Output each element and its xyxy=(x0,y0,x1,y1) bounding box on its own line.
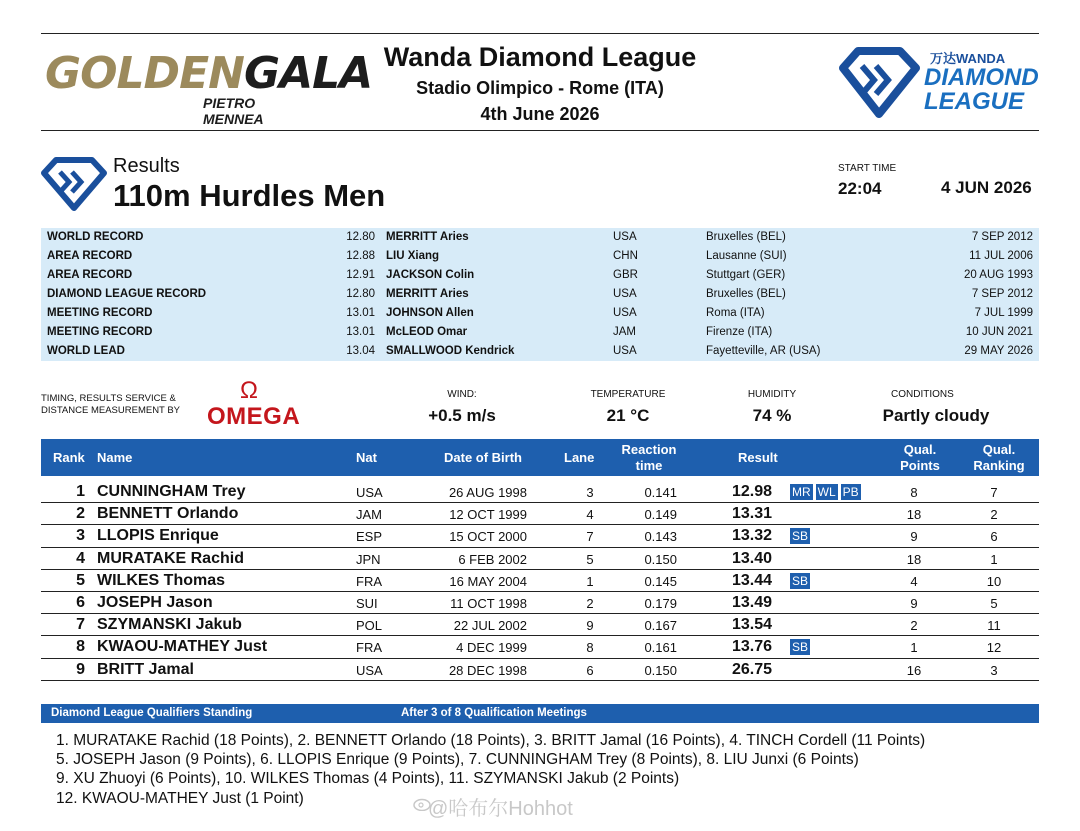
record-venue: Fayetteville, AR (USA) xyxy=(706,345,821,357)
wind-block xyxy=(420,389,504,426)
record-type: MEETING RECORD xyxy=(47,307,153,319)
humidity-block xyxy=(730,389,814,426)
nat-cell: USA xyxy=(356,662,383,678)
header-reaction xyxy=(609,442,689,474)
start-date: 4 JUN 2026 xyxy=(941,178,1032,197)
lane-cell: 6 xyxy=(586,662,594,678)
lane-cell: 9 xyxy=(586,618,594,634)
lane-cell: 7 xyxy=(586,529,594,545)
record-mark: 12.80 xyxy=(346,288,375,300)
athlete-name: BRITT Jamal xyxy=(97,660,194,678)
meeting-title: Wanda Diamond League xyxy=(383,42,697,72)
record-badge: SB xyxy=(792,640,809,655)
standings-line: 9. XU Zhuoyi (6 Points), 10. WILKES Thomas (4 Points), 11. SZYMANSKI Jakub (2 Points) xyxy=(56,770,680,788)
record-badge: WL xyxy=(817,485,836,499)
nat-cell: FRA xyxy=(356,640,382,656)
dob-cell: 16 MAY 2004 xyxy=(449,573,527,589)
standings-title: Diamond League Qualifiers Standing xyxy=(51,707,253,719)
athlete-name: BENNETT Orlando xyxy=(97,505,239,523)
result-cell: 12.98 xyxy=(732,483,773,500)
athlete-name: CUNNINGHAM Trey xyxy=(97,483,246,500)
header-nat: Nat xyxy=(356,450,377,465)
record-venue: Bruxelles (BEL) xyxy=(706,288,786,300)
lane-cell: 8 xyxy=(586,640,594,656)
record-nat: USA xyxy=(613,231,637,243)
qual-ranking-cell: 10 xyxy=(986,573,1002,589)
rank-cell: 7 xyxy=(76,616,85,634)
nat-cell: JPN xyxy=(356,551,381,567)
results-table-body xyxy=(41,481,1039,681)
meeting-venue: Stadio Olimpico - Rome (ITA) xyxy=(416,78,664,98)
record-type: MEETING RECORD xyxy=(47,326,153,338)
wind-value: +0.5 m/s xyxy=(428,406,496,425)
results-label: Results xyxy=(113,155,180,177)
record-venue: Bruxelles (BEL) xyxy=(706,231,786,243)
record-nat: USA xyxy=(613,307,637,319)
record-holder: SMALLWOOD Kendrick xyxy=(386,345,515,357)
qual-points-cell: 8 xyxy=(910,485,918,500)
rank-cell: 4 xyxy=(76,549,85,567)
record-holder: LIU Xiang xyxy=(386,250,440,262)
record-holder: McLEOD Omar xyxy=(386,326,468,338)
record-venue: Lausanne (SUI) xyxy=(706,250,787,262)
records-table xyxy=(41,228,1039,361)
reaction-cell: 0.143 xyxy=(644,529,677,545)
header-reaction-line2: time xyxy=(635,458,663,473)
record-nat: USA xyxy=(613,288,637,300)
rank-cell: 8 xyxy=(76,638,85,656)
rank-cell: 3 xyxy=(76,527,85,545)
watermark: @哈布尔Hohhot xyxy=(428,798,573,820)
result-cell: 26.75 xyxy=(732,660,773,678)
rank-cell: 5 xyxy=(76,571,85,589)
temperature-value: 21 °C xyxy=(606,406,650,425)
header-qual-ranking xyxy=(963,442,1035,474)
qual-points-cell: 2 xyxy=(910,618,918,634)
record-nat: CHN xyxy=(613,250,638,262)
standings-line: 1. MURATAKE Rachid (18 Points), 2. BENNETT Orlando (18 Points), 3. BRITT Jamal (16 Points), 4. TINCH Cordell (11 Points) xyxy=(56,732,926,749)
record-date: 20 AUG 1993 xyxy=(963,269,1033,281)
reaction-cell: 0.150 xyxy=(644,662,677,678)
meeting-date: 4th June 2026 xyxy=(480,104,600,124)
reaction-cell: 0.150 xyxy=(644,551,677,567)
result-cell: 13.54 xyxy=(732,616,773,634)
qual-ranking-cell: 12 xyxy=(986,640,1002,656)
event-header xyxy=(340,40,740,127)
record-badge: MR xyxy=(792,485,811,499)
qual-points-cell: 9 xyxy=(910,595,918,611)
omega-icon: Ω xyxy=(240,377,258,404)
nat-cell: JAM xyxy=(356,507,382,523)
logo-diamond: DIAMOND xyxy=(924,64,1039,91)
wind-label: WIND: xyxy=(447,389,477,400)
record-row xyxy=(41,304,1039,323)
header-result: Result xyxy=(738,450,778,465)
dob-cell: 15 OCT 2000 xyxy=(449,529,527,545)
result-tags xyxy=(790,527,813,545)
result-row xyxy=(41,636,1039,658)
dob-cell: 6 FEB 2002 xyxy=(458,551,527,567)
dob-cell: 26 AUG 1998 xyxy=(448,485,527,500)
result-cell: 13.44 xyxy=(732,571,773,589)
result-row xyxy=(41,659,1039,681)
result-row xyxy=(41,570,1039,592)
golden-gala-logo xyxy=(45,48,373,127)
qual-points-cell: 18 xyxy=(906,507,922,523)
record-date: 10 JUN 2021 xyxy=(965,326,1033,338)
result-row xyxy=(41,481,1039,503)
reaction-cell: 0.141 xyxy=(644,485,677,500)
qual-ranking-cell: 2 xyxy=(990,507,998,523)
omega-logo-text: OMEGA xyxy=(207,403,301,430)
result-row xyxy=(41,614,1039,636)
record-nat: USA xyxy=(613,345,637,357)
athlete-name: KWAOU-MATHEY Just xyxy=(97,638,268,656)
record-date: 7 SEP 2012 xyxy=(971,231,1033,243)
record-badge: SB xyxy=(792,573,809,588)
header-rule xyxy=(41,130,1039,131)
result-tags xyxy=(790,483,864,501)
athlete-name: WILKES Thomas xyxy=(97,571,226,589)
reaction-cell: 0.179 xyxy=(644,595,677,611)
record-nat: GBR xyxy=(613,269,638,281)
temperature-block xyxy=(578,389,678,426)
record-holder: JACKSON Colin xyxy=(386,269,475,281)
record-type: WORLD LEAD xyxy=(47,345,125,357)
reaction-cell: 0.161 xyxy=(644,640,677,656)
record-row xyxy=(41,228,1039,247)
qual-ranking-cell: 3 xyxy=(990,662,998,678)
wanda-label: 万达WANDA xyxy=(930,51,1006,66)
dob-cell: 4 DEC 1999 xyxy=(456,640,527,656)
record-venue: Firenze (ITA) xyxy=(706,326,773,338)
record-venue: Stuttgart (GER) xyxy=(706,269,786,281)
humidity-label: HUMIDITY xyxy=(747,389,797,400)
qual-ranking-cell: 5 xyxy=(990,595,998,611)
header-qr-line2: Ranking xyxy=(973,458,1025,473)
result-row xyxy=(41,592,1039,614)
record-venue: Roma (ITA) xyxy=(706,307,765,319)
dob-cell: 12 OCT 1999 xyxy=(449,507,527,523)
standings-line: 12. KWAOU-MATHEY Just (1 Point) xyxy=(56,789,304,807)
record-row xyxy=(41,266,1039,285)
header-rank: Rank xyxy=(53,450,85,465)
result-cell: 13.49 xyxy=(732,593,773,611)
start-time: 22:04 xyxy=(838,179,882,198)
qual-points-cell: 9 xyxy=(910,529,918,545)
conditions-block xyxy=(870,389,1002,426)
qual-points-cell: 16 xyxy=(906,662,922,678)
timing-label xyxy=(41,393,180,417)
event-name: 110m Hurdles Men xyxy=(113,178,386,213)
lane-cell: 1 xyxy=(586,573,594,589)
qual-ranking-cell: 7 xyxy=(990,485,998,500)
dob-cell: 28 DEC 1998 xyxy=(448,662,527,678)
record-mark: 12.80 xyxy=(346,231,375,243)
standings-line: 5. JOSEPH Jason (9 Points), 6. LLOPIS Enrique (9 Points), 7. CUNNINGHAM Trey (8 Points), 8. LIU Junxi (6 Points) xyxy=(56,751,859,769)
diamond-league-logo xyxy=(838,44,1043,120)
header-dob: Date of Birth xyxy=(444,450,522,465)
result-row xyxy=(41,503,1039,525)
header-qp-line2: Points xyxy=(900,458,940,473)
logo-subtitle: PIETRO MENNEA xyxy=(203,95,264,127)
qual-ranking-cell: 1 xyxy=(990,551,998,567)
qual-points-cell: 1 xyxy=(910,640,918,656)
record-type: AREA RECORD xyxy=(47,269,133,281)
record-badge: SB xyxy=(792,529,809,544)
record-date: 7 SEP 2012 xyxy=(971,288,1033,300)
athlete-name: LLOPIS Enrique xyxy=(97,527,219,545)
diamond-league-icon xyxy=(838,46,920,118)
results-table-header xyxy=(41,439,1039,476)
record-mark: 12.91 xyxy=(346,269,375,281)
result-tags xyxy=(790,638,813,656)
rank-cell: 6 xyxy=(76,593,85,611)
lane-cell: 2 xyxy=(586,595,594,611)
record-mark: 12.88 xyxy=(346,250,375,262)
timing-label-line2: DISTANCE MEASUREMENT BY xyxy=(41,405,181,416)
logo-golden: GOLDEN xyxy=(45,48,244,99)
nat-cell: USA xyxy=(356,485,383,500)
standings-meta: After 3 of 8 Qualification Meetings xyxy=(401,707,587,719)
result-row xyxy=(41,525,1039,547)
athlete-name: JOSEPH Jason xyxy=(97,593,213,611)
timing-label-line1: TIMING, RESULTS SERVICE & xyxy=(41,393,176,404)
record-row xyxy=(41,323,1039,342)
diamond-icon xyxy=(40,156,108,212)
reaction-cell: 0.149 xyxy=(644,507,677,523)
record-date: 11 JUL 2006 xyxy=(969,250,1033,262)
result-tags xyxy=(790,572,813,590)
record-badge: PB xyxy=(842,485,859,499)
header-lane: Lane xyxy=(564,450,595,465)
lane-cell: 5 xyxy=(586,551,594,567)
rank-cell: 9 xyxy=(76,660,85,678)
lane-cell: 4 xyxy=(586,507,594,523)
athlete-name: MURATAKE Rachid xyxy=(97,549,244,567)
record-date: 29 MAY 2026 xyxy=(964,345,1033,357)
temperature-label: TEMPERATURE xyxy=(590,389,666,400)
lane-cell: 3 xyxy=(586,485,594,500)
dob-cell: 11 OCT 1998 xyxy=(450,595,527,611)
record-holder: MERRITT Aries xyxy=(386,231,469,243)
record-row xyxy=(41,342,1039,361)
qual-ranking-cell: 6 xyxy=(990,529,998,545)
nat-cell: SUI xyxy=(356,595,378,611)
record-holder: MERRITT Aries xyxy=(386,288,469,300)
athlete-name: SZYMANSKI Jakub xyxy=(97,616,242,634)
record-type: DIAMOND LEAGUE RECORD xyxy=(47,288,207,300)
record-mark: 13.04 xyxy=(346,345,375,357)
rank-cell: 1 xyxy=(76,483,85,500)
nat-cell: FRA xyxy=(356,573,382,589)
header-qp-line1: Qual. xyxy=(903,442,937,457)
reaction-cell: 0.145 xyxy=(644,573,677,589)
record-date: 7 JUL 1999 xyxy=(974,307,1033,319)
header-qr-line1: Qual. xyxy=(982,442,1016,457)
rank-cell: 2 xyxy=(76,505,85,523)
conditions-label: CONDITIONS xyxy=(891,389,954,400)
nat-cell: POL xyxy=(356,618,383,634)
logo-league: LEAGUE xyxy=(924,88,1025,115)
record-nat: JAM xyxy=(613,326,636,338)
header-qual-points xyxy=(887,442,953,474)
header-name: Name xyxy=(97,450,133,465)
qual-ranking-cell: 11 xyxy=(987,618,1001,634)
dob-cell: 22 JUL 2002 xyxy=(453,618,527,634)
standings-bar xyxy=(41,704,1039,723)
start-time-label: START TIME xyxy=(838,163,897,174)
result-cell: 13.32 xyxy=(732,527,773,545)
humidity-value: 74 % xyxy=(752,406,792,425)
result-cell: 13.76 xyxy=(732,638,773,656)
record-type: AREA RECORD xyxy=(47,250,133,262)
qual-points-cell: 18 xyxy=(906,551,922,567)
record-type: WORLD RECORD xyxy=(47,231,144,243)
record-mark: 13.01 xyxy=(346,326,375,338)
reaction-cell: 0.167 xyxy=(644,618,677,634)
logo-gala: GALA xyxy=(243,48,373,99)
record-row xyxy=(41,285,1039,304)
header-reaction-line1: Reaction xyxy=(621,442,677,457)
record-mark: 13.01 xyxy=(346,307,375,319)
record-holder: JOHNSON Allen xyxy=(386,307,474,319)
qual-points-cell: 4 xyxy=(910,573,918,589)
result-cell: 13.31 xyxy=(732,505,773,523)
result-row xyxy=(41,548,1039,570)
top-rule xyxy=(41,33,1039,34)
nat-cell: ESP xyxy=(356,529,383,545)
result-cell: 13.40 xyxy=(732,549,773,567)
record-row xyxy=(41,247,1039,266)
conditions-value: Partly cloudy xyxy=(882,406,990,425)
